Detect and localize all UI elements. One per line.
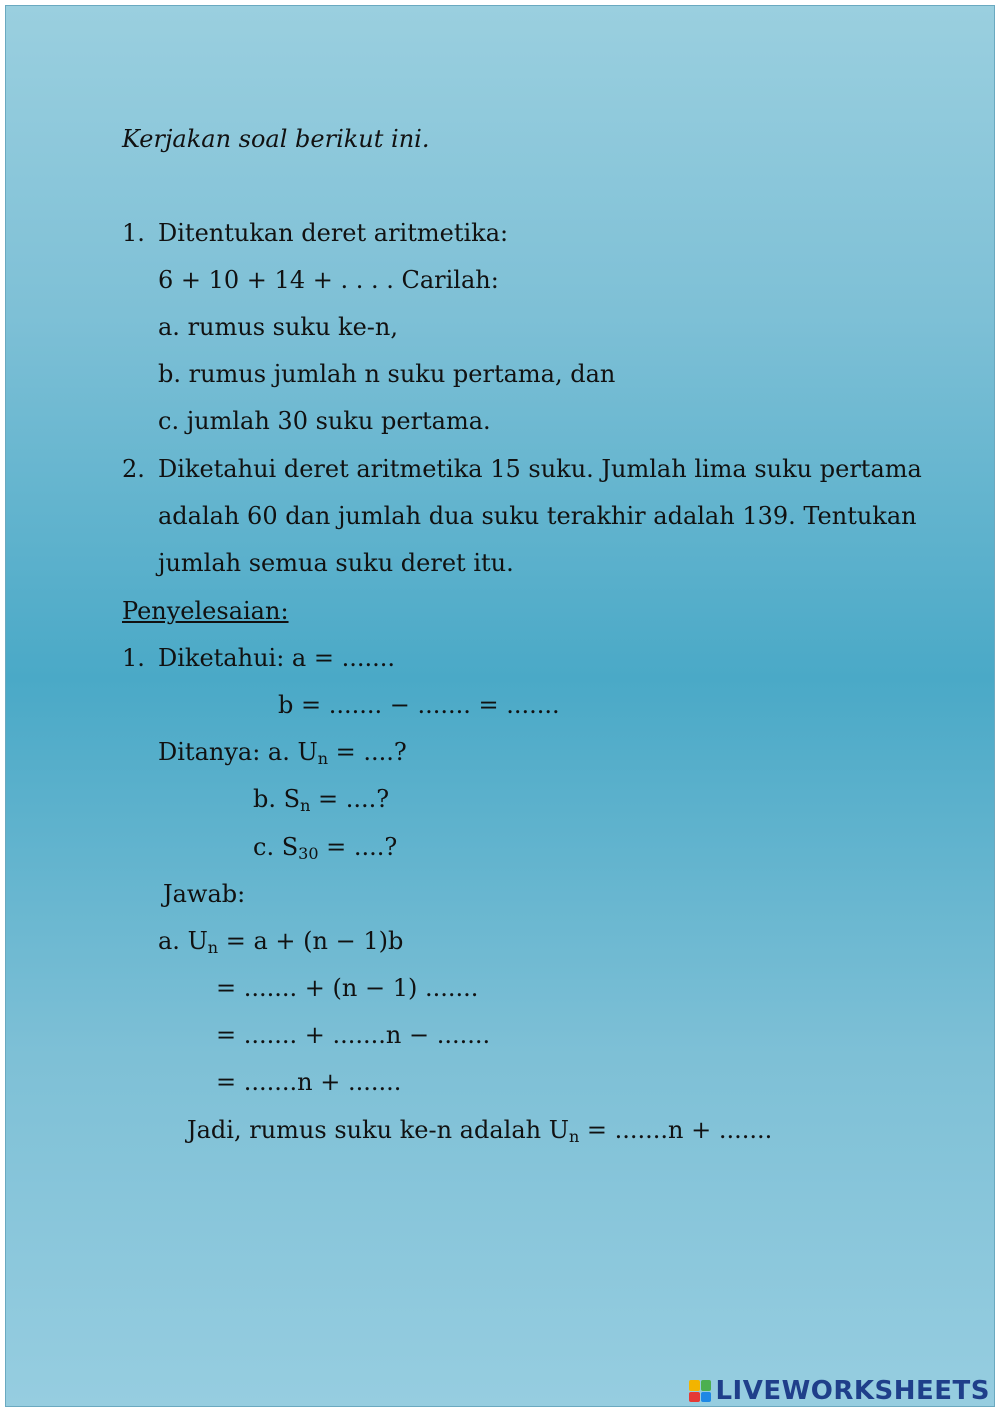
answer-label: Jawab: (163, 880, 246, 908)
solution-heading: Penyelesaian: (122, 597, 289, 625)
problem-1-number: 1. (122, 219, 145, 247)
liveworksheets-logo (689, 1376, 990, 1406)
problem-2-line-2: adalah 60 dan jumlah dua suku terakhir adalah 139. Tentukan (158, 502, 917, 530)
liveworksheets-icon (689, 1380, 711, 1402)
step-2: = ....... + (n − 1) ....... (216, 974, 479, 1002)
problem-1-line-1: Ditentukan deret aritmetika: (158, 219, 509, 247)
known-b: b = ....... − ....... = ....... (278, 691, 560, 719)
step-3: = ....... + .......n − ....... (216, 1021, 491, 1049)
liveworksheets-brand: LIVEWORKSHEETS (715, 1376, 990, 1406)
problem-2-line-3: jumlah semua suku deret itu. (158, 549, 514, 577)
instruction-text: Kerjakan soal berikut ini. (122, 125, 430, 153)
step-4: = .......n + ....... (216, 1068, 402, 1096)
asked-a: Ditanya: a. $U_n$ = ....? (158, 738, 407, 768)
problem-1-line-2: 6 + 10 + 14 + . . . . Carilah: (158, 266, 499, 294)
problem-1-line-3: a. rumus suku ke-n, (158, 313, 398, 341)
problem-1-line-5: c. jumlah 30 suku pertama. (158, 407, 491, 435)
step-a: a. $U_n = a + (n - 1)b$ (158, 927, 404, 957)
problem-1-line-4: b. rumus jumlah n suku pertama, dan (158, 360, 616, 388)
problem-2-line-1: Diketahui deret aritmetika 15 suku. Jumlah lima suku pertama (158, 455, 922, 483)
known-a: Diketahui: a = ....... (158, 644, 395, 672)
asked-c: c. $S_{30}$ = ....? (253, 833, 398, 863)
problem-2-number: 2. (122, 455, 145, 483)
worksheet-page (5, 5, 995, 1407)
conclusion: Jadi, rumus suku ke-n adalah $U_n = .......n$ + ....... (187, 1116, 773, 1146)
asked-b: b. $S_n$ = ....? (253, 785, 390, 815)
solution-number: 1. (122, 644, 145, 672)
